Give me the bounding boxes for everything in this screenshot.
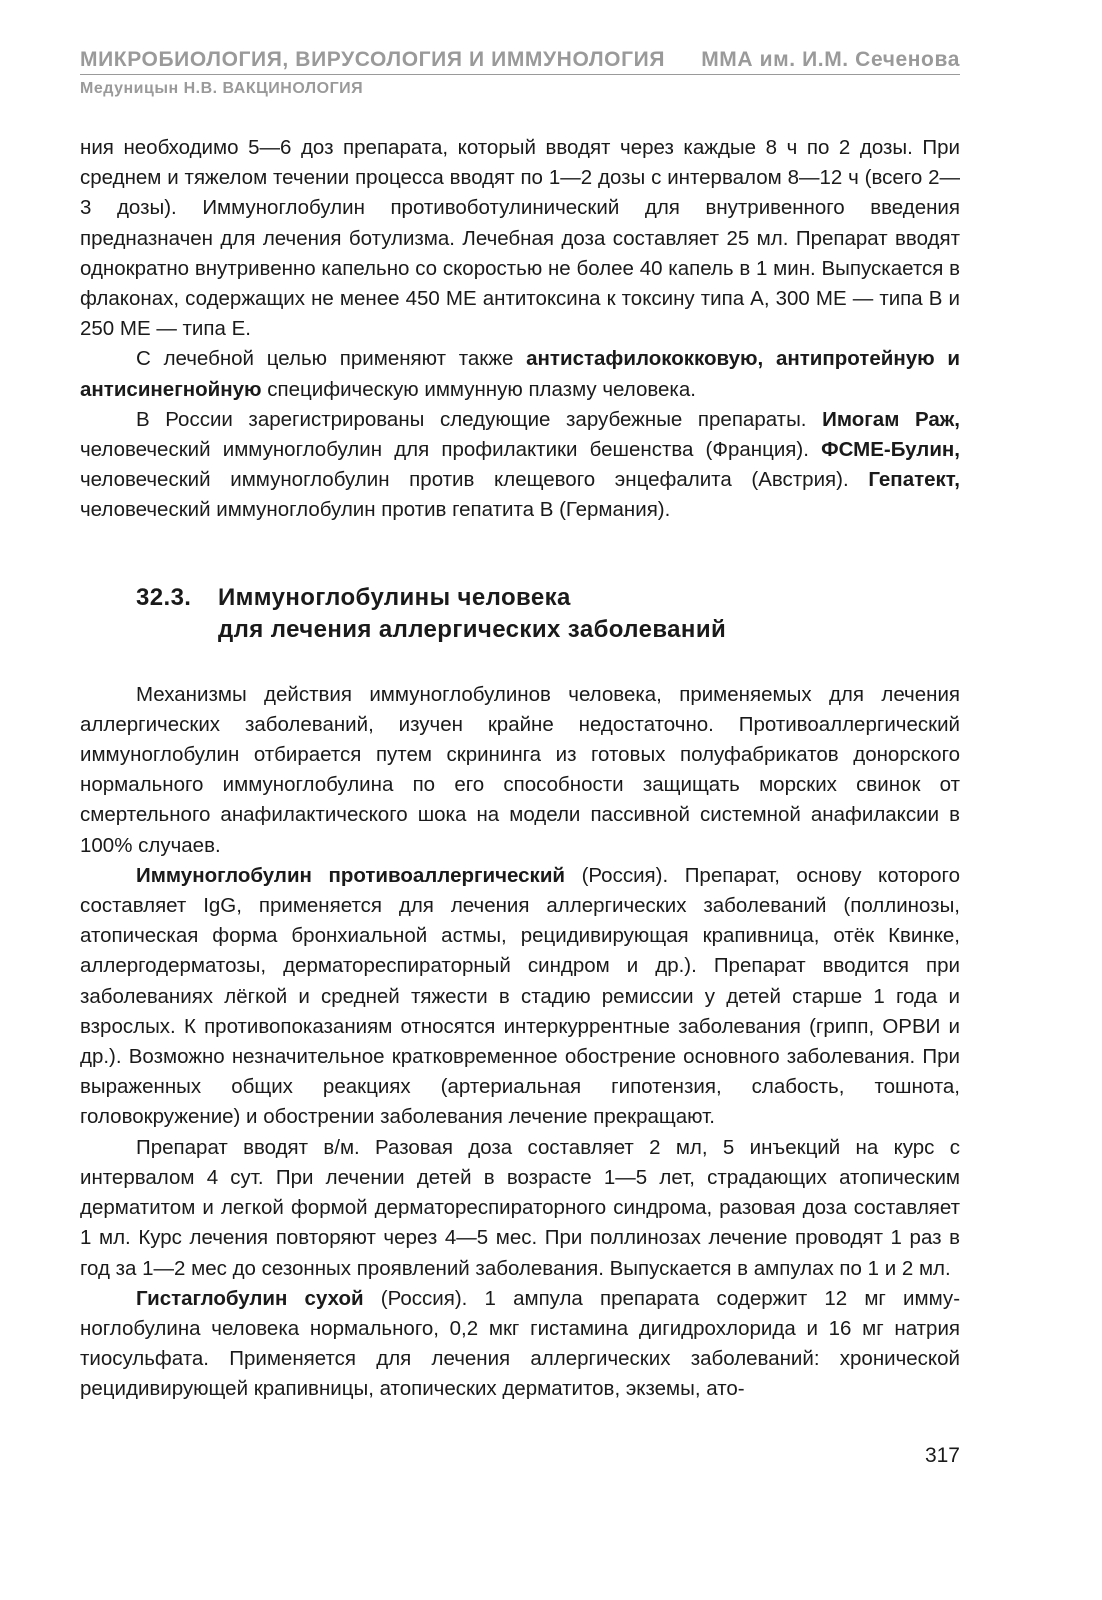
paragraph <box>80 344 960 404</box>
bold-term: ФСМЕ-Булин, <box>821 438 960 462</box>
page-body <box>80 133 960 1405</box>
text-run: специфическую иммунную плазму человека. <box>261 377 696 401</box>
page-number: 317 <box>924 1444 960 1467</box>
header-book-title: Медуницын Н.В. ВАКЦИНОЛОГИЯ <box>80 80 364 97</box>
section-title-line2: для лечения аллергических заболеваний <box>218 615 727 643</box>
paragraph: ния необходимо 5—6 доз препарата, который вводят через каждые 8 ч по 2 дозы. При среднем и тяжелом течении процесса вводят по 1—2 дозы с интервалом 8—12 ч (всего 2—3 дозы). Иммуноглобулин противоботулинический для внутривенного введения предназначен для лечения ботулизма. Лечебная доза составляет 25 мл. Препарат вводят однократно внутривенно капельно со скоростью не более 40 капель в 1 мин. Выпускается в флаконах, содержащих не менее 450 МЕ антитоксина к токсину типа А, 300 МЕ — типа В и 250 МЕ — типа Е. <box>80 136 960 341</box>
bold-term: Гепатект, <box>868 468 960 492</box>
paragraph <box>80 861 960 1133</box>
section-title-line1: Иммуноглобулины человека <box>218 583 571 611</box>
header-institution: ММА им. И.М. Сеченова <box>701 48 960 71</box>
bold-term: Иммуноглобулин противоаллергический <box>136 863 566 887</box>
text-run: С лечебной целью применяют также <box>136 347 527 371</box>
bold-term: Имогам Раж, <box>822 407 960 431</box>
paragraph: Механизмы действия иммуноглобулинов человека, применяемых для лечения аллергических заболеваний, изучен крайне недостаточно. Противоаллергический иммуноглобулин отбирается путем скрининга из готовых полуфабрикатов донорского нормального иммуноглобулина по его способности защищать морских свинок от смертельного анафилактического шока на модели пассивной системной анафилаксии в 100% случаев. <box>80 682 960 857</box>
running-header <box>80 48 960 75</box>
section-number: 32.3. <box>136 583 192 611</box>
paragraph <box>80 405 960 526</box>
paragraph: Препарат вводят в/м. Разовая доза составляет 2 мл, 5 инъекций на курс с интервалом 4 сут. При лечении детей в возрасте 1—5 лет, страдающих атопическим дерматитом и легкой формой дерматореспираторного синдрома, разовая доза составляет 1 мл. Курс лечения повторяют через 4—5 мес. При поллинозах лечение проводят 1 раз в год за 1—2 мес до сезонных проявлений заболевания. Выпускается в ампулах по 1 и 2 мл. <box>80 1135 960 1280</box>
text-run: В России зарегистрированы следующие зарубежные препараты. <box>136 407 823 431</box>
text-run: (Россия). 1 ампула препарата содержит 12 мг иммуноглобулина человека нормального, 0,2 мкг гистамина дигидрохлорида и 16 мг натрия тиосульфата. Применяется для лечения аллергических заболеваний: хронической рецидивирующей крапивницы, атопических дерматитов, экземы, ато- <box>80 1286 961 1401</box>
bold-term: антистафилококковую, антипротейную и антисинегнойную <box>80 347 960 401</box>
section-heading <box>136 582 960 646</box>
header-subject: МИКРОБИОЛОГИЯ, ВИРУСОЛОГИЯ И ИММУНОЛОГИЯ <box>80 48 666 71</box>
text-run: человеческий иммуноглобулин против гепатита В (Германия). <box>80 498 671 522</box>
paragraph <box>80 1284 960 1405</box>
text-run: человеческий иммуноглобулин против клещевого энцефалита (Австрия). <box>80 468 869 492</box>
text-run: (Россия). Препарат, основу которого составляет IgG, применяется для лечения аллергических заболеваний (поллинозы, атопическая форма бронхиальной астмы, рецидивирующая крапивница, отёк Квинке, аллергодерматозы, дерматореспираторный синдром и др.). Препарат вводится при заболеваниях лёгкой и средней тяжести в стадию ремиссии у детей старше 1 года и взрослых. К противопоказаниям относятся интеркуррентные заболевания (грипп, ОРВИ и др.). Возможно незначительное кратковременное обострение основного заболевания. При выраженных общих реакциях (артериальная гипотензия, слабость, тошнота, головокружение) и обострении заболевания лечение прекращают. <box>80 863 960 1129</box>
bold-term: Гистаглобулин сухой <box>136 1286 364 1310</box>
text-run: человеческий иммуноглобулин для профилактики бешенства (Франция). <box>80 438 822 462</box>
